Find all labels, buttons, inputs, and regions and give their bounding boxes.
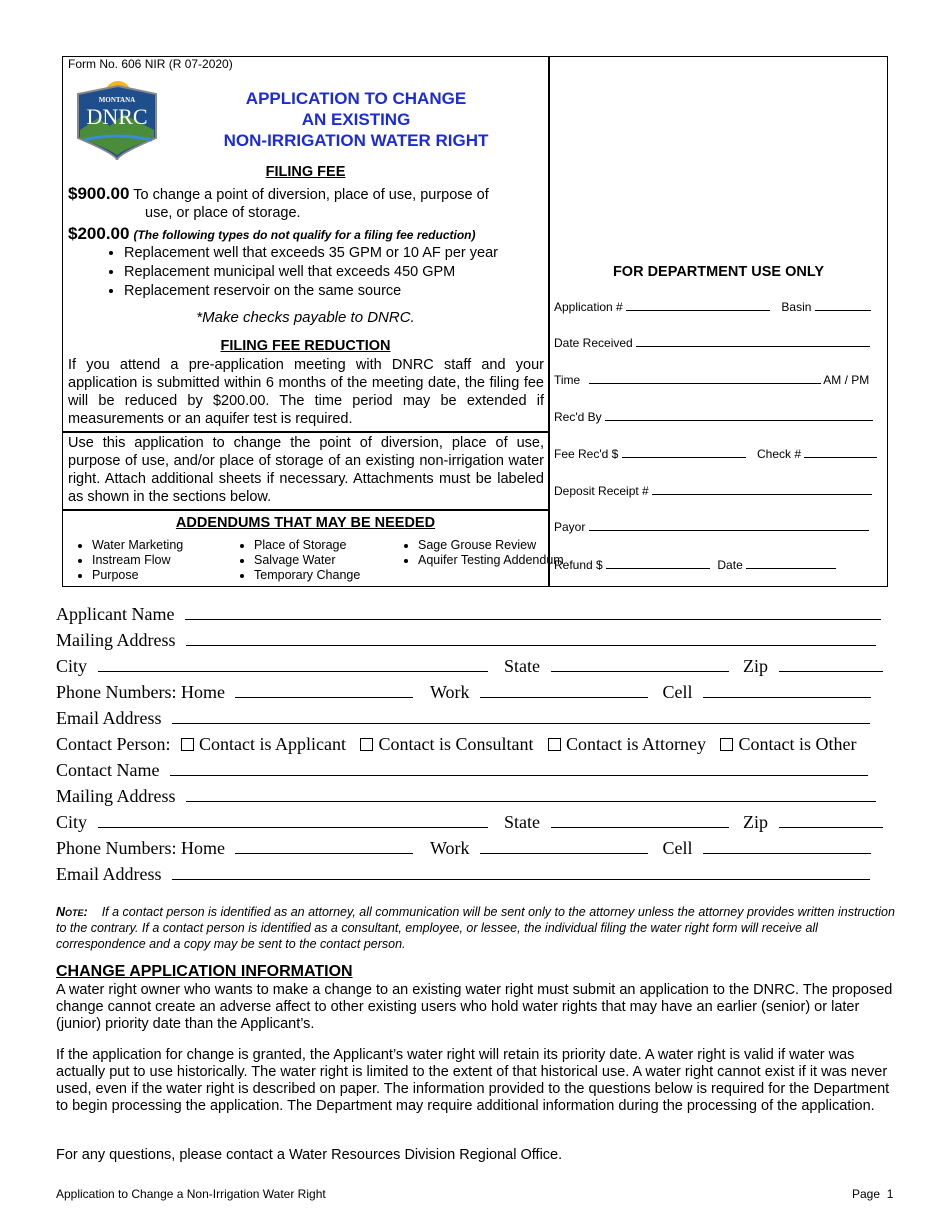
dept-label: Check # [757,447,802,461]
fee-900-desc-a: To change a point of diversion, place of use, purpose of [133,187,489,203]
applicant-work-phone-field[interactable] [480,682,648,698]
contact-mailing-row [56,786,896,807]
title-line-1: APPLICATION TO CHANGE [245,89,467,108]
option-label: Contact is Applicant [199,734,346,754]
page-label: Page [852,1187,881,1201]
field-label: Cell [662,838,693,858]
checkbox[interactable] [360,738,373,751]
dept-date-received-row [554,334,880,350]
field-label: Phone Numbers: Home [56,838,225,858]
field-label: State [504,656,541,676]
applicant-home-phone-field[interactable] [235,682,413,698]
contact-option-consultant[interactable] [360,734,533,754]
checkbox[interactable] [548,738,561,751]
contact-person-row [56,734,896,755]
contact-city-row [56,812,896,833]
field-label: Contact Name [56,760,160,780]
contact-option-other[interactable] [720,734,856,754]
addendum-item: • Water Marketing [92,538,252,553]
page-number: 1 [886,1187,894,1201]
contact-email-row [56,864,896,885]
addendum-item: • Purpose [92,568,252,583]
title-line-2: AN EXISTING [301,110,411,129]
dept-deposit-row [554,482,880,498]
contact-state-field[interactable] [551,812,729,828]
note-block [56,904,896,952]
usage-text: Use this application to change the point of diversion, place of use, purpose of use, and/or place of storage of an existing non-irrigation water right. Attach additional sheets if necessary. Attachments must be labeled as shown in the sections below. [68,435,544,505]
basin-field[interactable] [815,298,871,311]
change-info-p2: If the application for change is granted, the Applicant’s water right will retain its priority date. A water right is valid if water was actually put to use historically. The water right is limited to the extent of that historical use. A water right cannot exist if it was never used, even if the water right is described on paper. The information provided to the questions below is required for the Department to begin processing the application. The Department may require additional information during the processing of the application. [56,1047,890,1114]
addendum-item: • Salvage Water [254,553,414,568]
fee-900-amount: $900.00 [68,184,130,203]
field-label: Phone Numbers: Home [56,682,225,702]
dept-label: AM / PM [823,373,870,387]
change-info-p1: A water right owner who wants to make a change to an existing water right must submit an application to the DNRC. The proposed change cannot create an adverse affect to other existing users who hold water rights that may have an earlier (senior) or later (junior) priority date than the Applicant’s. [56,982,893,1032]
field-label: Email Address [56,864,162,884]
fee-bullet: • Replacement reservoir on the same source [124,282,604,301]
checkbox[interactable] [720,738,733,751]
title-line-3: NON-IRRIGATION WATER RIGHT [223,131,489,150]
applicant-state-field[interactable] [551,656,729,672]
check-field[interactable] [804,445,877,458]
contact-zip-field[interactable] [779,812,883,828]
reduction-text: If you attend a pre-application meeting with DNRC staff and your application is submitted within 6 months of the meeting date, the filing fee will be reduced by $200.00. The time period may be extended if measurements or an aquifer test is required. [68,357,544,427]
dept-refund-row [554,556,880,572]
field-label: City [56,812,88,832]
contact-home-phone-field[interactable] [235,838,413,854]
fee-200-amount: $200.00 [68,224,130,243]
dept-recd-by-row [554,408,880,424]
fee-recd-field[interactable] [622,445,746,458]
contact-name-field[interactable] [170,760,868,776]
applicant-cell-phone-field[interactable] [703,682,871,698]
form-title [160,88,552,151]
dept-label: Time [554,373,581,387]
dept-fee-row [554,445,880,461]
field-label: Applicant Name [56,604,175,624]
option-label: Contact is Consultant [378,734,534,754]
field-label: Mailing Address [56,630,176,650]
note-text: If a contact person is identified as an attorney, all communication will be sent only to the attorney unless the attorney provides written instruction to the contrary. If a contact person is identified as a consultant, employee, or lessee, the individual filing the water right form will receive all correspondence and a copy may be sent to the contact person. [56,905,895,951]
option-label: Contact is Other [738,734,857,754]
dnrc-logo [74,80,160,160]
form-number: Form No. 606 NIR (R 07-2020) [68,57,233,71]
refund-field[interactable] [606,556,710,569]
applicant-phone-row [56,682,896,703]
addendum-item: • Sage Grouse Review [418,538,576,553]
fee-bullets [68,244,604,301]
applicant-email-field[interactable] [172,708,870,724]
reduction-heading: FILING FEE REDUCTION [220,338,391,354]
fee-200 [68,224,548,245]
fee-bullet: • Replacement well that exceeds 35 GPM or 10 AF per year [124,244,604,263]
field-label: City [56,656,88,676]
contact-cell-phone-field[interactable] [703,838,871,854]
contact-option-applicant[interactable] [181,734,346,754]
application-field[interactable] [626,298,770,311]
filing-fee-heading: FILING FEE [265,164,346,180]
footer-page [852,1187,893,1201]
dept-label: Refund $ [554,558,603,572]
addendum-item: • Place of Storage [254,538,414,553]
contact-option-attorney[interactable] [548,734,706,754]
option-label: Contact is Attorney [565,734,706,754]
dept-payor-row [554,518,880,534]
field-label: Work [429,838,470,858]
payable-note: *Make checks payable to DNRC. [196,309,415,326]
fee-900-desc-b: use, or place of storage. [145,205,301,221]
fee-900 [68,184,543,205]
contact-work-phone-field[interactable] [480,838,648,854]
addendum-col-3 [388,538,576,568]
checkbox[interactable] [181,738,194,751]
time-field[interactable] [589,371,821,384]
note-label: Note: [56,905,88,919]
addendum-col-2 [224,538,414,583]
applicant-city-field[interactable] [98,656,488,672]
fee-bullet: • Replacement municipal well that exceeds 450 GPM [124,263,604,282]
deposit-field[interactable] [652,482,872,495]
applicant-name-row [56,604,896,625]
addendum-item: • Instream Flow [92,553,252,568]
payor-field[interactable] [589,518,869,531]
dept-label: Payor [554,520,586,534]
field-label: Zip [743,812,769,832]
contact-email-field[interactable] [172,864,870,880]
applicant-name-field[interactable] [185,604,881,620]
contact-city-field[interactable] [98,812,488,828]
field-label: Work [429,682,470,702]
logo-main-text: DNRC [86,104,148,129]
field-label: Email Address [56,708,162,728]
dept-label: Deposit Receipt # [554,484,649,498]
field-label: Contact Person: [56,734,171,754]
contact-name-row [56,760,896,781]
dept-label: Fee Rec'd $ [554,447,619,461]
applicant-mailing-field[interactable] [186,630,876,646]
change-info-heading: CHANGE APPLICATION INFORMATION [56,963,353,980]
dept-application-row [554,298,880,314]
addendums-heading: ADDENDUMS THAT MAY BE NEEDED [175,515,436,531]
applicant-zip-field[interactable] [779,656,883,672]
addendum-divider [62,509,549,511]
dept-time-row [554,371,880,387]
addendum-item: • Aquifer Testing Addendum [418,553,576,568]
contact-mailing-field[interactable] [186,786,876,802]
recd-by-field[interactable] [605,408,873,421]
applicant-email-row [56,708,896,729]
fee-200-note: (The following types do not qualify for a filing fee reduction) [133,228,476,242]
addendum-item: • Temporary Change [254,568,414,583]
contact-phone-row [56,838,896,859]
dept-label: Rec'd By [554,410,602,424]
dept-heading: FOR DEPARTMENT USE ONLY [612,264,825,280]
dept-label: Application # [554,300,623,314]
change-info-p3: For any questions, please contact a Water Resources Division Regional Office. [56,1147,563,1163]
refund-date-field[interactable] [746,556,836,569]
applicant-mailing-row [56,630,896,651]
applicant-city-row [56,656,896,677]
field-label: Cell [662,682,693,702]
date-received-field[interactable] [636,334,870,347]
dept-label: Date Received [554,336,633,350]
field-label: Mailing Address [56,786,176,806]
reduction-divider [62,431,549,433]
dept-label: Date [717,558,743,572]
dept-label: Basin [781,300,812,314]
footer-title: Application to Change a Non-Irrigation Water Right [56,1187,326,1201]
field-label: State [504,812,541,832]
logo-top-text: MONTANA [98,96,136,104]
field-label: Zip [743,656,769,676]
